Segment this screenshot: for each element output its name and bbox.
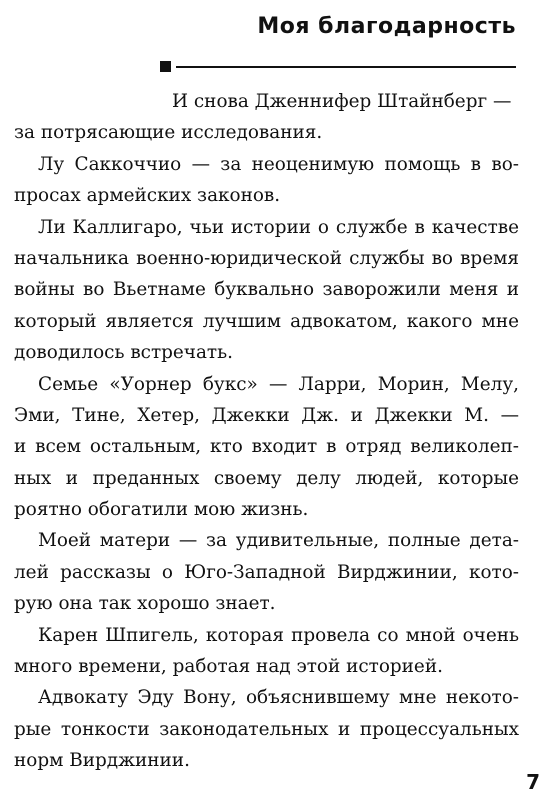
title-rule-square	[160, 61, 171, 72]
page-title: Моя благодарность	[257, 14, 516, 39]
acknowledgements-text	[14, 86, 519, 777]
text-line: рые тонкости законодательных и процессуальных	[14, 718, 519, 740]
text-line: Моей матери — за удивительные, полные дета-	[38, 530, 519, 552]
text-line: за потрясающие исследования.	[14, 122, 323, 144]
text-line: Адвокату Эду Вону, объяснившему мне некото-	[38, 687, 519, 709]
text-line: роятно обогатили мою жизнь.	[14, 499, 309, 521]
text-line: доводилось встречать.	[14, 342, 233, 364]
text-line: Карен Шпигель, которая провела со мной очень	[38, 624, 519, 646]
page-number: 7	[526, 770, 540, 794]
text-line: рую она так хорошо знает.	[14, 593, 276, 615]
text-line: войны во Вьетнаме буквально заворожили меня и	[14, 279, 519, 301]
text-line: просах армейских законов.	[14, 185, 281, 207]
text-line: начальника военно-юридической службы во время	[14, 247, 519, 269]
text-line: много времени, работая над этой историей.	[14, 656, 443, 678]
text-line: лей рассказы о Юго-Западной Вирджинии, кото-	[14, 561, 519, 583]
text-line: Эми, Тине, Хетер, Джекки Дж. и Джекки М. —	[14, 404, 519, 426]
text-line: ных и преданных своему делу людей, которые	[14, 467, 519, 489]
title-rule	[176, 66, 516, 68]
text-line: Семье «Уорнер букс» — Ларри, Морин, Мелу,	[38, 373, 519, 395]
text-line: Ли Каллигаро, чьи истории о службе в качестве	[38, 216, 519, 238]
text-line: И снова Дженнифер Штайнберг —	[172, 91, 512, 112]
text-line: Лу Саккоччио — за неоценимую помощь в во-	[38, 153, 519, 175]
text-line: и всем остальным, кто входит в отряд великолеп-	[14, 436, 519, 458]
text-line: который является лучшим адвокатом, какого мне	[14, 310, 519, 332]
text-line: норм Вирджинии.	[14, 750, 190, 772]
